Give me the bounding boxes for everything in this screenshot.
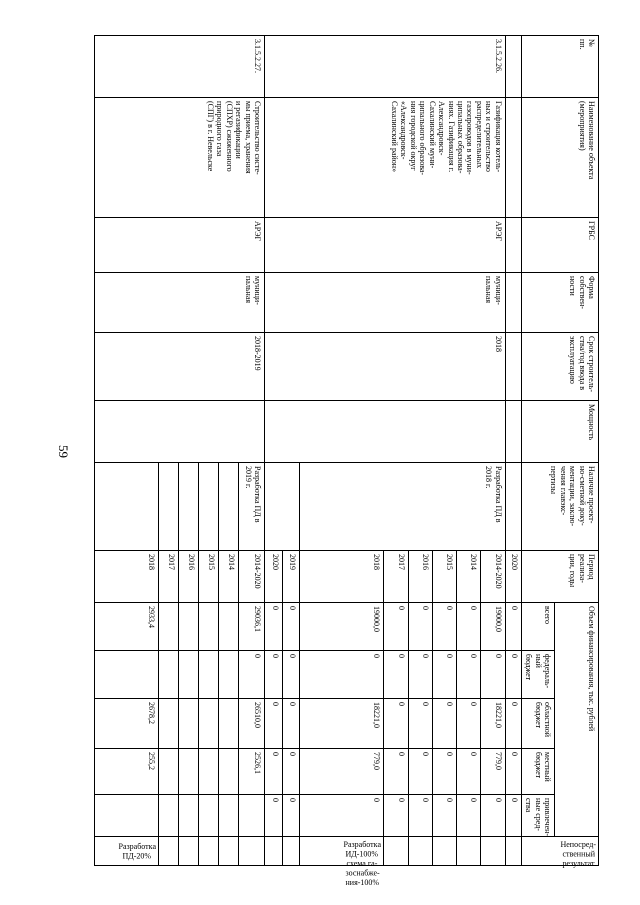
page-number: 59 bbox=[56, 445, 71, 458]
header-period-build: Срок строитель- ства/год ввода в эксплуатацию bbox=[521, 333, 598, 401]
cell-total: 19000,0 bbox=[300, 603, 384, 651]
table-row bbox=[505, 36, 521, 866]
cell-total bbox=[198, 603, 218, 651]
cell-period-build: 2018-2019 bbox=[95, 333, 265, 401]
cell-regional: 0 bbox=[505, 699, 521, 749]
cell-attracted: 0 bbox=[505, 795, 521, 837]
header-federal: федераль- ный бюджет bbox=[521, 651, 554, 699]
cell-attracted: 0 bbox=[408, 795, 432, 837]
cell-federal: 0 bbox=[505, 651, 521, 699]
cell-regional: 0 bbox=[282, 699, 300, 749]
cell-total: 2933,4 bbox=[95, 603, 159, 651]
cell-result bbox=[408, 837, 432, 866]
cell-federal: 0 bbox=[432, 651, 456, 699]
cell-total: 19000,0 bbox=[481, 603, 505, 651]
cell-name bbox=[505, 98, 521, 218]
cell-year: 2017 bbox=[159, 551, 179, 603]
cell-regional: 0 bbox=[432, 699, 456, 749]
cell-regional bbox=[159, 699, 179, 749]
cell-num bbox=[505, 36, 521, 98]
cell-doc bbox=[264, 463, 299, 551]
header-result: Непосред- ственный результат bbox=[521, 837, 598, 866]
cell-regional: 18221,0 bbox=[300, 699, 384, 749]
cell-name: Строительство систе- мы приема, хранения и регазификации (СПХР) сжиженного природного газа (СПГ) в г. Невельске bbox=[95, 98, 265, 218]
cell-year: 2018 bbox=[95, 551, 159, 603]
cell-result bbox=[457, 837, 481, 866]
cell-result bbox=[238, 837, 264, 866]
cell-regional: 18221,0 bbox=[481, 699, 505, 749]
cell-total: 0 bbox=[408, 603, 432, 651]
cell-federal bbox=[95, 651, 159, 699]
cell-result: Разработка ИД-100% схема га- зоснабже- ния-100% bbox=[300, 837, 384, 866]
cell-local: 0 bbox=[432, 749, 456, 795]
cell-total: 0 bbox=[264, 603, 282, 651]
header-total: всего bbox=[521, 603, 554, 651]
cell-attracted: 0 bbox=[264, 795, 282, 837]
cell-local: 0 bbox=[282, 749, 300, 795]
cell-result bbox=[282, 837, 300, 866]
cell-total bbox=[159, 603, 179, 651]
cell-federal: 0 bbox=[384, 651, 408, 699]
header-finance: Объем финансирования, тыс. рублей bbox=[555, 603, 599, 837]
cell-doc bbox=[159, 463, 179, 551]
cell-result bbox=[218, 837, 238, 866]
header-doc: Наличие проект- но-сметной доку- ментации, заклю- чения главэкс- пертизы bbox=[521, 463, 598, 551]
cell-total: 0 bbox=[384, 603, 408, 651]
cell-regional: 2678,2 bbox=[95, 699, 159, 749]
cell-attracted bbox=[218, 795, 238, 837]
cell-total bbox=[218, 603, 238, 651]
cell-period-build: 2018 bbox=[264, 333, 505, 401]
cell-total bbox=[179, 603, 199, 651]
cell-attracted bbox=[198, 795, 218, 837]
cell-federal: 0 bbox=[264, 651, 282, 699]
header-attracted: привлечен- ные сред- ства bbox=[521, 795, 554, 837]
cell-local: 255,2 bbox=[95, 749, 159, 795]
cell-year: 2017 bbox=[384, 551, 408, 603]
cell-attracted bbox=[159, 795, 179, 837]
cell-name: Газификация котель- ных и строительство распределительных газопроводов в муни- ципальных образова- ниях. Газификация г. Александровск- Сахалинский муни- ципального образова- ния городской округ «Александровск- Сахалинский район» bbox=[264, 98, 505, 218]
cell-year: 2014 bbox=[457, 551, 481, 603]
cell-total: 0 bbox=[432, 603, 456, 651]
cell-total: 0 bbox=[457, 603, 481, 651]
cell-result bbox=[432, 837, 456, 866]
cell-regional bbox=[198, 699, 218, 749]
cell-result bbox=[481, 837, 505, 866]
header-local: местный бюджет bbox=[521, 749, 554, 795]
cell-federal: 0 bbox=[408, 651, 432, 699]
cell-doc bbox=[218, 463, 238, 551]
cell-grbs bbox=[505, 218, 521, 273]
cell-local: 0 bbox=[384, 749, 408, 795]
cell-attracted: 0 bbox=[300, 795, 384, 837]
cell-local bbox=[159, 749, 179, 795]
cell-federal: 0 bbox=[282, 651, 300, 699]
cell-federal bbox=[179, 651, 199, 699]
cell-local: 0 bbox=[264, 749, 282, 795]
cell-federal bbox=[198, 651, 218, 699]
cell-year: 2020 bbox=[264, 551, 282, 603]
cell-year: 2014 bbox=[218, 551, 238, 603]
cell-ownership: муници- пальная bbox=[264, 273, 505, 333]
cell-federal bbox=[218, 651, 238, 699]
cell-doc: Разработка ПД в 2018 г. bbox=[300, 463, 505, 551]
cell-result bbox=[198, 837, 218, 866]
cell-attracted: 0 bbox=[282, 795, 300, 837]
cell-local: 2526,1 bbox=[238, 749, 264, 795]
cell-total: 29036,1 bbox=[238, 603, 264, 651]
table-row bbox=[481, 36, 505, 866]
cell-local: 0 bbox=[408, 749, 432, 795]
cell-regional: 0 bbox=[384, 699, 408, 749]
header-regional: областной бюджет bbox=[521, 699, 554, 749]
cell-attracted: 0 bbox=[481, 795, 505, 837]
cell-result bbox=[384, 837, 408, 866]
cell-local bbox=[198, 749, 218, 795]
cell-local: 0 bbox=[457, 749, 481, 795]
header-num: № пп. bbox=[521, 36, 598, 98]
cell-year: 2016 bbox=[408, 551, 432, 603]
rotated-table-container bbox=[94, 35, 599, 887]
cell-grbs: АРЭГ bbox=[264, 218, 505, 273]
cell-local bbox=[179, 749, 199, 795]
cell-regional: 0 bbox=[264, 699, 282, 749]
cell-attracted: 0 bbox=[384, 795, 408, 837]
cell-federal: 0 bbox=[238, 651, 264, 699]
header-capacity: Мощность bbox=[521, 401, 598, 463]
cell-federal: 0 bbox=[457, 651, 481, 699]
cell-result bbox=[505, 837, 521, 866]
cell-ownership bbox=[505, 273, 521, 333]
cell-result bbox=[264, 837, 282, 866]
cell-attracted bbox=[95, 795, 159, 837]
cell-capacity bbox=[264, 401, 505, 463]
cell-result: Разработка ПД-20% bbox=[95, 837, 159, 866]
cell-federal bbox=[159, 651, 179, 699]
cell-grbs: АРЭГ bbox=[95, 218, 265, 273]
cell-year: 2020 bbox=[505, 551, 521, 603]
cell-total: 0 bbox=[282, 603, 300, 651]
cell-regional bbox=[218, 699, 238, 749]
cell-ownership: муници- пальная bbox=[95, 273, 265, 333]
header-period-impl: Период реализа- ции, годы bbox=[521, 551, 598, 603]
header-name: Наименование объекта (мероприятия) bbox=[521, 98, 598, 218]
cell-attracted bbox=[179, 795, 199, 837]
cell-result bbox=[179, 837, 199, 866]
cell-regional: 0 bbox=[408, 699, 432, 749]
cell-doc: Разработка ПД в 2019 г. bbox=[238, 463, 264, 551]
cell-result bbox=[159, 837, 179, 866]
cell-attracted: 0 bbox=[432, 795, 456, 837]
cell-attracted: 0 bbox=[457, 795, 481, 837]
cell-year: 2015 bbox=[198, 551, 218, 603]
cell-capacity bbox=[505, 401, 521, 463]
header-ownership: Форма собствен- ности bbox=[521, 273, 598, 333]
cell-local bbox=[218, 749, 238, 795]
cell-num: 3.1.5.2.27. bbox=[95, 36, 265, 98]
cell-total: 0 bbox=[505, 603, 521, 651]
header-grbs: ГРБС bbox=[521, 218, 598, 273]
cell-capacity bbox=[95, 401, 265, 463]
table-row bbox=[238, 36, 264, 866]
cell-year: 2016 bbox=[179, 551, 199, 603]
cell-local: 779,0 bbox=[300, 749, 384, 795]
cell-doc bbox=[95, 463, 159, 551]
cell-local: 779,0 bbox=[481, 749, 505, 795]
cell-year: 2014-2020 bbox=[238, 551, 264, 603]
cell-attracted bbox=[238, 795, 264, 837]
cell-doc bbox=[198, 463, 218, 551]
cell-period-build bbox=[505, 333, 521, 401]
cell-year: 2014-2020 bbox=[481, 551, 505, 603]
cell-federal: 0 bbox=[300, 651, 384, 699]
cell-year: 2019 bbox=[282, 551, 300, 603]
cell-doc bbox=[179, 463, 199, 551]
cell-year: 2015 bbox=[432, 551, 456, 603]
cell-regional: 0 bbox=[457, 699, 481, 749]
cell-doc bbox=[505, 463, 521, 551]
cell-local: 0 bbox=[505, 749, 521, 795]
cell-federal: 0 bbox=[481, 651, 505, 699]
cell-year: 2018 bbox=[300, 551, 384, 603]
financing-table bbox=[94, 35, 599, 887]
cell-regional: 26510,0 bbox=[238, 699, 264, 749]
cell-num: 3.1.5.2.26. bbox=[264, 36, 505, 98]
cell-regional bbox=[179, 699, 199, 749]
